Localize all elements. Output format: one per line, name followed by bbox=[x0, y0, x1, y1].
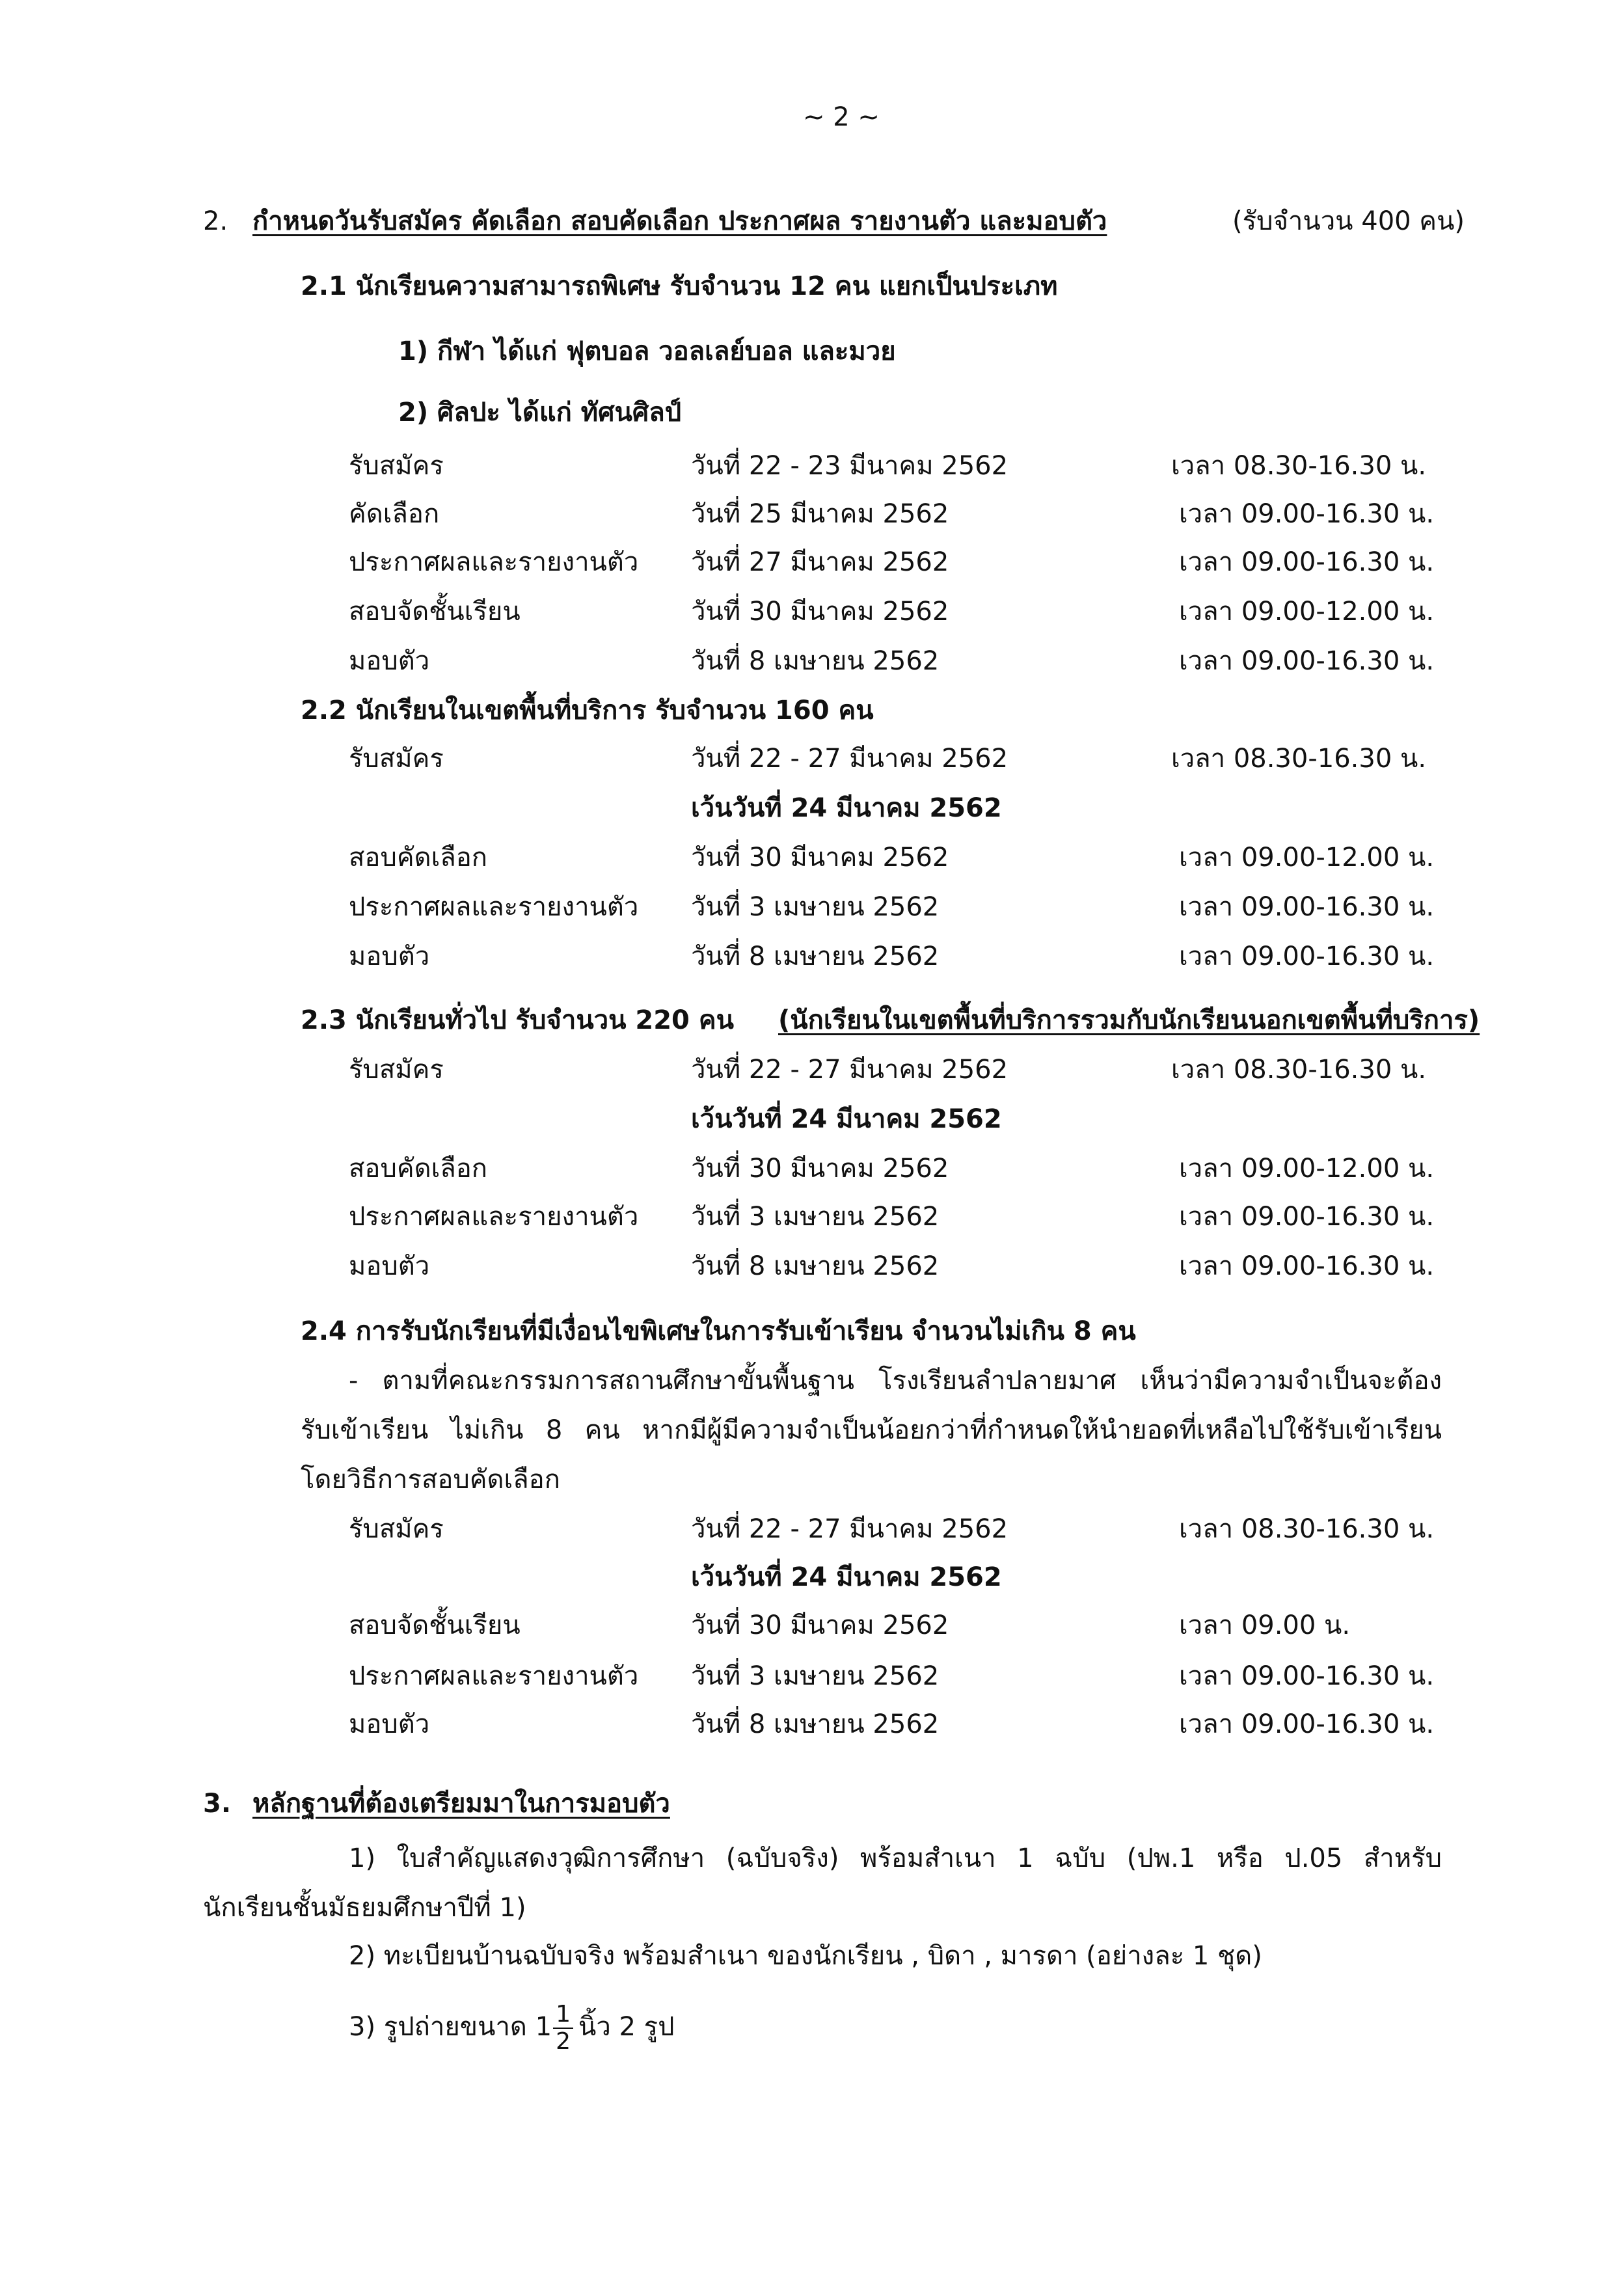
s23-row-date: วันที่ 8 เมษายน 2562 bbox=[691, 1251, 940, 1281]
s21-row-date: วันที่ 22 - 23 มีนาคม 2562 bbox=[691, 451, 1008, 481]
s21-type-art: 2) ศิลปะ ได้แก่ ทัศนศิลป์ bbox=[398, 398, 682, 428]
s21-row-label: ประกาศผลและรายงานตัว bbox=[349, 547, 639, 577]
s21-row-label: สอบจัดชั้นเรียน bbox=[349, 597, 521, 627]
s21-row-date: วันที่ 30 มีนาคม 2562 bbox=[691, 597, 949, 627]
s23-row-date: วันที่ 22 - 27 มีนาคม 2562 bbox=[691, 1055, 1008, 1085]
section3-item-3-suffix: นิ้ว 2 รูป bbox=[578, 2012, 675, 2042]
s23-except: เว้นวันที่ 24 มีนาคม 2562 bbox=[691, 1104, 1002, 1134]
s21-row-time: เวลา 09.00-12.00 น. bbox=[1179, 597, 1435, 627]
section3-item-2: 2) ทะเบียนบ้านฉบับจริง พร้อมสำเนา ของนักเรียน , บิดา , มารดา (อย่างละ 1 ชุด) bbox=[349, 1941, 1262, 1971]
s23-row-date: วันที่ 30 มีนาคม 2562 bbox=[691, 1154, 949, 1184]
s24-row-label: รับสมัคร bbox=[349, 1514, 444, 1544]
s22-row-date: วันที่ 3 เมษายน 2562 bbox=[691, 892, 940, 922]
section3-item-1: 1) ใบสำคัญแสดงวุฒิการศึกษา (ฉบับจริง) พร้อมสำเนา 1 ฉบับ (ปพ.1 หรือ ป.05 สำหรับ bbox=[349, 1843, 1442, 1873]
section2-heading: กำหนดวันรับสมัคร คัดเลือก สอบคัดเลือก ประกาศผล รายงานตัว และมอบตัว bbox=[252, 206, 1107, 236]
s22-row-label: สอบคัดเลือก bbox=[349, 843, 487, 873]
s22-row-date: วันที่ 30 มีนาคม 2562 bbox=[691, 843, 949, 873]
s23-heading-note: (นักเรียนในเขตพื้นที่บริการรวมกับนักเรียนนอกเขตพื้นที่บริการ) bbox=[778, 1005, 1480, 1035]
s23-row-time: เวลา 09.00-16.30 น. bbox=[1179, 1251, 1435, 1281]
s24-row-date: วันที่ 3 เมษายน 2562 bbox=[691, 1661, 940, 1691]
s21-row-date: วันที่ 8 เมษายน 2562 bbox=[691, 646, 940, 676]
page-number: ~ 2 ~ bbox=[803, 102, 880, 132]
s24-row-label: สอบจัดชั้นเรียน bbox=[349, 1610, 521, 1640]
s21-heading: 2.1 นักเรียนความสามารถพิเศษ รับจำนวน 12 คน แยกเป็นประเภท bbox=[301, 271, 1058, 301]
s24-row-date: วันที่ 30 มีนาคม 2562 bbox=[691, 1610, 949, 1640]
s24-row-time: เวลา 09.00-16.30 น. bbox=[1179, 1709, 1435, 1739]
s23-row-time: เวลา 09.00-12.00 น. bbox=[1179, 1154, 1435, 1184]
s21-row-label: คัดเลือก bbox=[349, 499, 440, 529]
s22-row-time: เวลา 09.00-16.30 น. bbox=[1179, 942, 1435, 971]
s23-heading: 2.3 นักเรียนทั่วไป รับจำนวน 220 คน bbox=[301, 1005, 734, 1035]
s21-type-sport: 1) กีฬา ได้แก่ ฟุตบอล วอลเลย์บอล และมวย bbox=[398, 336, 896, 366]
s22-row-label: รับสมัคร bbox=[349, 744, 444, 774]
s24-paragraph-line: โดยวิธีการสอบคัดเลือก bbox=[301, 1465, 560, 1495]
s22-row-time: เวลา 09.00-12.00 น. bbox=[1179, 843, 1435, 873]
s21-row-time: เวลา 09.00-16.30 น. bbox=[1179, 646, 1435, 676]
s24-row-label: ประกาศผลและรายงานตัว bbox=[349, 1661, 639, 1691]
s23-row-time: เวลา 09.00-16.30 น. bbox=[1179, 1202, 1435, 1232]
s24-paragraph-line: รับเข้าเรียน ไม่เกิน 8 คน หากมีผู้มีความจำเป็นน้อยกว่าที่กำหนดให้นำยอดที่เหลือไปใช้รับเข้าเรียน bbox=[301, 1415, 1442, 1445]
s21-row-label: มอบตัว bbox=[349, 646, 430, 676]
s23-row-date: วันที่ 3 เมษายน 2562 bbox=[691, 1202, 940, 1232]
s22-row-date: วันที่ 8 เมษายน 2562 bbox=[691, 942, 940, 971]
s23-row-label: ประกาศผลและรายงานตัว bbox=[349, 1202, 639, 1232]
s24-row-time: เวลา 09.00 น. bbox=[1179, 1610, 1351, 1640]
s21-row-date: วันที่ 27 มีนาคม 2562 bbox=[691, 547, 949, 577]
s22-heading: 2.2 นักเรียนในเขตพื้นที่บริการ รับจำนวน 160 คน bbox=[301, 696, 874, 726]
fraction-numerator: 1 bbox=[553, 2002, 573, 2029]
s22-row-label: ประกาศผลและรายงานตัว bbox=[349, 892, 639, 922]
section2-note: (รับจำนวน 400 คน) bbox=[1232, 206, 1465, 236]
section3-heading: หลักฐานที่ต้องเตรียมมาในการมอบตัว bbox=[252, 1789, 670, 1819]
s24-row-time: เวลา 09.00-16.30 น. bbox=[1179, 1661, 1435, 1691]
s21-row-time: เวลา 09.00-16.30 น. bbox=[1179, 547, 1435, 577]
section2-number: 2. bbox=[203, 206, 228, 236]
s23-row-label: สอบคัดเลือก bbox=[349, 1154, 487, 1184]
s22-row-label: มอบตัว bbox=[349, 942, 430, 971]
s21-row-date: วันที่ 25 มีนาคม 2562 bbox=[691, 499, 949, 529]
section3-item-3 bbox=[349, 1998, 675, 2056]
fraction-denominator: 2 bbox=[556, 2028, 571, 2055]
section3-item-1-cont: นักเรียนชั้นมัธยมศึกษาปีที่ 1) bbox=[203, 1893, 526, 1923]
s24-row-time: เวลา 08.30-16.30 น. bbox=[1179, 1514, 1435, 1544]
s21-row-time: เวลา 08.30-16.30 น. bbox=[1171, 451, 1427, 481]
s22-row-time: เวลา 08.30-16.30 น. bbox=[1171, 744, 1427, 774]
s21-row-time: เวลา 09.00-16.30 น. bbox=[1179, 499, 1435, 529]
s24-heading: 2.4 การรับนักเรียนที่มีเงื่อนไขพิเศษในการรับเข้าเรียน จำนวนไม่เกิน 8 คน bbox=[301, 1316, 1136, 1346]
section3-item-3-text: 3) รูปถ่ายขนาด 1 bbox=[349, 2012, 552, 2042]
s23-row-label: มอบตัว bbox=[349, 1251, 430, 1281]
s23-row-time: เวลา 08.30-16.30 น. bbox=[1171, 1055, 1427, 1085]
section3-number: 3. bbox=[203, 1789, 232, 1819]
s22-row-date: วันที่ 22 - 27 มีนาคม 2562 bbox=[691, 744, 1008, 774]
s24-paragraph-line: - ตามที่คณะกรรมการสถานศึกษาขั้นพื้นฐาน โรงเรียนลำปลายมาศ เห็นว่ามีความจำเป็นจะต้อง bbox=[349, 1366, 1442, 1396]
s23-row-label: รับสมัคร bbox=[349, 1055, 444, 1085]
s22-row-time: เวลา 09.00-16.30 น. bbox=[1179, 892, 1435, 922]
s24-except: เว้นวันที่ 24 มีนาคม 2562 bbox=[691, 1562, 1002, 1592]
fraction-one-half bbox=[553, 2002, 573, 2055]
s22-except: เว้นวันที่ 24 มีนาคม 2562 bbox=[691, 793, 1002, 823]
s24-row-label: มอบตัว bbox=[349, 1709, 430, 1739]
s24-row-date: วันที่ 8 เมษายน 2562 bbox=[691, 1709, 940, 1739]
s24-row-date: วันที่ 22 - 27 มีนาคม 2562 bbox=[691, 1514, 1008, 1544]
s21-row-label: รับสมัคร bbox=[349, 451, 444, 481]
